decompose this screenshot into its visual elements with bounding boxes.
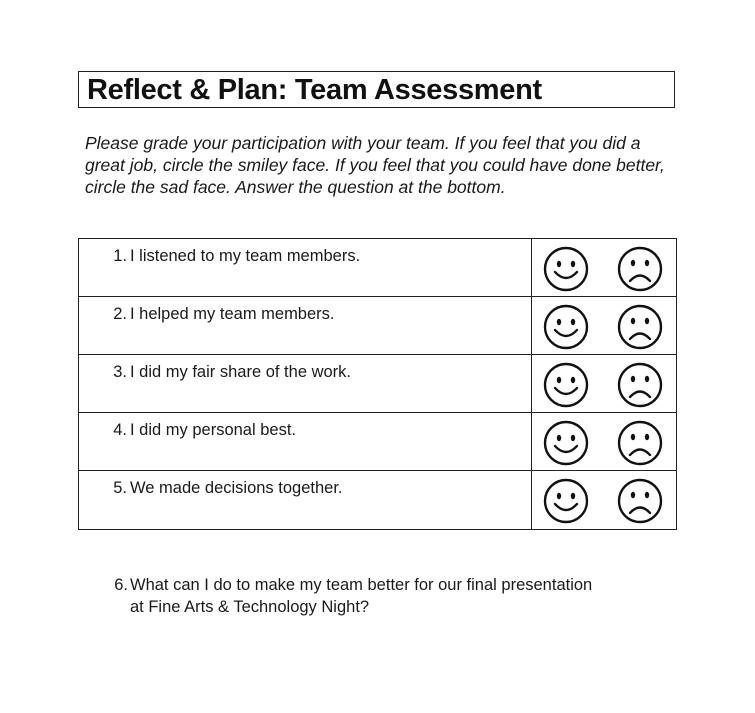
smiley-face-icon[interactable] <box>542 303 590 351</box>
sad-face-icon[interactable] <box>616 303 664 351</box>
smiley-face-icon[interactable] <box>542 419 590 467</box>
item-statement: I did my personal best. <box>130 421 296 439</box>
item-statement: I did my fair share of the work. <box>130 363 352 381</box>
table-row <box>79 355 676 413</box>
table-row <box>79 297 676 355</box>
smiley-face-icon[interactable] <box>542 477 590 525</box>
smiley-face-icon[interactable] <box>542 361 590 409</box>
sad-face-icon[interactable] <box>616 419 664 467</box>
item-statement: I helped my team members. <box>130 305 335 323</box>
table-row <box>79 239 676 297</box>
page-title: Reflect & Plan: Team Assessment <box>87 74 542 106</box>
sad-face-icon[interactable] <box>616 361 664 409</box>
question-text: What can I do to make my team better for our final presentation at Fine Arts & Technology Night? <box>130 576 593 616</box>
item-statement: I listened to my team members. <box>130 247 361 265</box>
item-number: 3. <box>113 363 127 381</box>
table-row <box>79 413 676 471</box>
item-number: 2. <box>113 305 127 323</box>
assessment-table <box>78 238 677 530</box>
item-number: 1. <box>113 247 127 265</box>
sad-face-icon[interactable] <box>616 245 664 293</box>
item-statement: We made decisions together. <box>130 479 343 497</box>
question-number: 6. <box>114 576 128 594</box>
smiley-face-icon[interactable] <box>542 245 590 293</box>
instructions: Please grade your participation with your team. If you feel that you did a great job, circle the smiley face. If you feel that you could have done better, circle the sad face. Answer the question at the bottom. <box>85 133 665 197</box>
item-number: 5. <box>113 479 127 497</box>
sad-face-icon[interactable] <box>616 477 664 525</box>
title-box <box>78 71 675 108</box>
item-number: 4. <box>113 421 127 439</box>
table-row <box>79 471 676 529</box>
